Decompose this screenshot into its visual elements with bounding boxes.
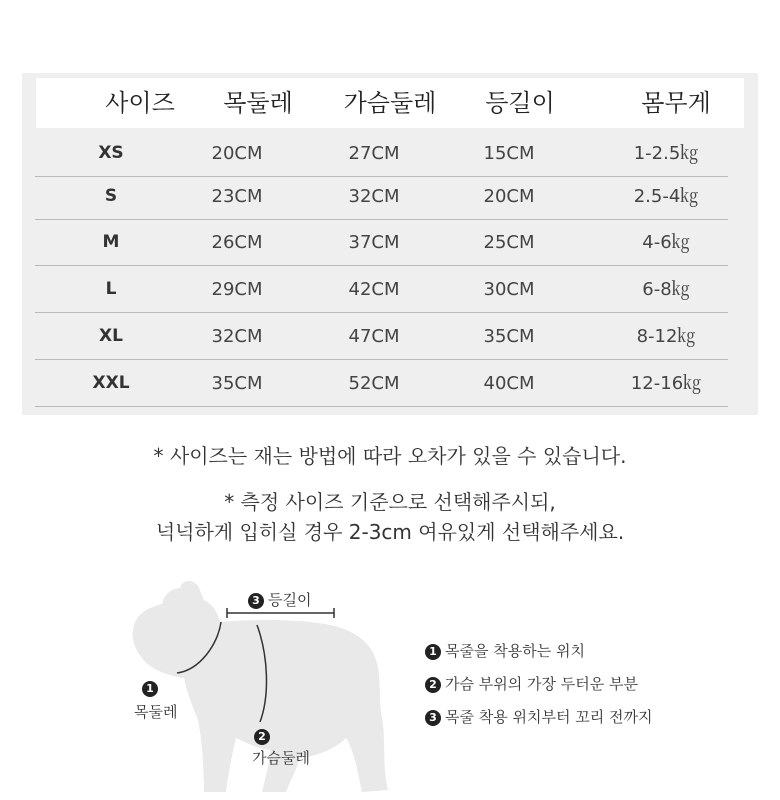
cell-chest: 47CM — [348, 326, 400, 347]
cell-back: 20CM — [483, 186, 535, 207]
cell-chest: 27CM — [348, 143, 400, 164]
cell-weight: 8-12㎏ — [636, 326, 696, 347]
header-neck: 목둘레 — [223, 89, 293, 117]
header-back: 등길이 — [485, 89, 555, 117]
header-weight: 몸무게 — [641, 89, 711, 117]
size-table — [22, 73, 758, 415]
cell-size: L — [105, 279, 117, 299]
cell-back: 40CM — [483, 373, 535, 394]
back-length-label: 3 등길이 — [248, 589, 311, 610]
cell-neck: 29CM — [211, 279, 263, 300]
cell-neck: 23CM — [211, 186, 263, 207]
table-header — [36, 78, 744, 128]
number-3-icon: 3 — [248, 593, 264, 609]
cell-back: 30CM — [483, 279, 535, 300]
cell-neck: 26CM — [211, 232, 263, 253]
header-chest: 가슴둘레 — [343, 89, 437, 117]
cell-back: 25CM — [483, 232, 535, 253]
table-row — [35, 174, 728, 220]
number-2-icon: 2 — [425, 677, 441, 693]
number-2-icon: 2 — [254, 729, 270, 745]
note-size-selection: * 측정 사이즈 기준으로 선택해주시되, — [224, 490, 556, 514]
note-size-margin: 넉넉하게 입히실 경우 2-3cm 여유있게 선택해주세요. — [155, 520, 625, 544]
cell-back: 35CM — [483, 326, 535, 347]
cell-chest: 32CM — [348, 186, 400, 207]
number-1-icon: 1 — [142, 681, 158, 697]
cell-neck: 20CM — [211, 143, 263, 164]
cell-weight: 4-6㎏ — [642, 232, 690, 253]
cell-size: XXL — [92, 373, 130, 393]
note-measurement-error: * 사이즈는 재는 방법에 따라 오차가 있을 수 있습니다. — [153, 444, 627, 468]
table-row — [35, 314, 728, 360]
neck-label: 목둘레 — [134, 703, 178, 721]
number-1-icon: 1 — [425, 644, 441, 660]
cell-neck: 35CM — [211, 373, 263, 394]
header-size: 사이즈 — [105, 89, 175, 117]
chest-number — [254, 727, 274, 745]
cell-size: S — [104, 186, 118, 206]
table-row — [35, 220, 728, 266]
cell-chest: 42CM — [348, 279, 400, 300]
legend-item-neck: 1 목줄을 착용하는 위치 — [425, 640, 585, 661]
cell-size: M — [102, 232, 120, 252]
chest-label: 가슴둘레 — [252, 749, 310, 767]
number-3-icon: 3 — [425, 710, 441, 726]
table-row — [35, 131, 728, 177]
table-row — [35, 361, 728, 407]
table-row — [35, 267, 728, 313]
cell-back: 15CM — [483, 143, 535, 164]
cell-weight: 12-16㎏ — [630, 373, 702, 394]
legend-item-chest: 2 가슴 부위의 가장 두터운 부분 — [425, 673, 638, 694]
cell-neck: 32CM — [211, 326, 263, 347]
cell-weight: 6-8㎏ — [642, 279, 690, 300]
cell-chest: 37CM — [348, 232, 400, 253]
neck-number — [142, 679, 162, 697]
cell-chest: 52CM — [348, 373, 400, 394]
cell-weight: 1-2.5㎏ — [633, 143, 699, 164]
legend-item-back: 3 목줄 착용 위치부터 꼬리 전까지 — [425, 706, 652, 727]
cell-weight: 2.5-4㎏ — [633, 186, 699, 207]
cell-size: XS — [98, 143, 124, 163]
cell-size: XL — [99, 326, 123, 346]
